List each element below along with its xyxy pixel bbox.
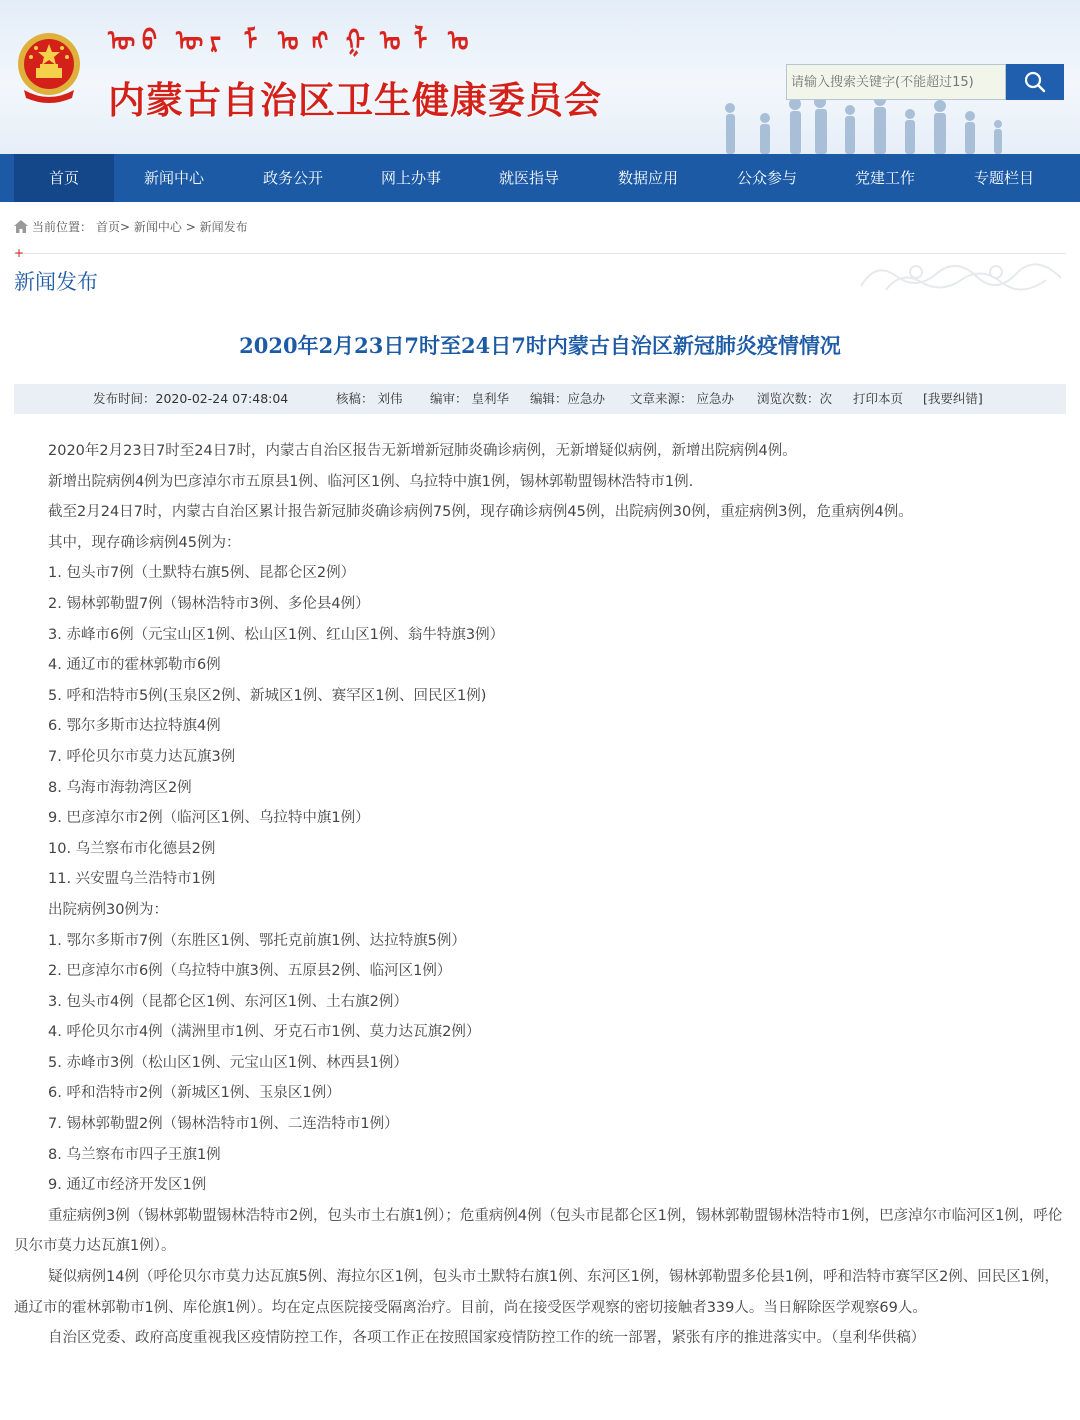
nav-item-public-participation[interactable]: 公众参与 — [736, 169, 797, 187]
mongolian-glyph: ᠯ — [414, 24, 428, 58]
list-item: 2. 巴彦淖尔市6例（乌拉特中旗3例、五原县2例、临河区1例） — [48, 963, 452, 980]
list-item: 6. 鄂尔多斯市达拉特旗4例 — [48, 718, 221, 735]
national-emblem-icon — [14, 30, 84, 106]
plus-icon: + — [14, 246, 25, 260]
list-item: 11. 兴安盟乌兰浩特市1例 — [48, 871, 216, 888]
paragraph: 2020年2月23日7时至24日7时，内蒙古自治区报告无新增新冠肺炎确诊病例，无新增疑似病例，新增出院病例4例。 — [48, 443, 797, 459]
nav-item-medical-guide[interactable]: 就医指导 — [498, 169, 559, 187]
mongolian-glyph: ᠭ — [346, 24, 365, 58]
list-item: 4. 通辽市的霍林郭勒市6例 — [48, 657, 221, 674]
nav-item-online-services[interactable]: 网上办事 — [380, 169, 441, 187]
list-item: 3. 赤峰市6例（元宝山区1例、松山区1例、红山区1例、翁牛特旗3例） — [48, 626, 505, 643]
nav-item-news-center[interactable]: 新闻中心 — [143, 169, 204, 187]
nav-item-government-affairs[interactable]: 政务公开 — [262, 169, 323, 187]
article-meta-bar — [14, 384, 1066, 414]
list-item: 1. 鄂尔多斯市7例（东胜区1例、鄂托克前旗1例、达拉特旗5例） — [48, 932, 466, 949]
paragraph: 疑似病例14例（呼伦贝尔市莫力达瓦旗5例、海拉尔区1例，包头市土默特右旗1例、东河区1例，锡林郭勒盟多伦县1例，呼和浩特市赛罕区2例、回民区1例，通辽市的霍林郭勒市1例、库伦旗1例）。均在定点医院接受隔离治疗。目前，尚在接受医学观察的密切接触者339人。当日解除医学观察69人。 — [14, 1269, 1060, 1316]
list-item: 10. 乌兰察布市化德县2例 — [48, 840, 216, 857]
breadcrumb — [14, 218, 248, 235]
nav-item-home[interactable]: 首页 — [14, 154, 114, 202]
article-source: 文章来源： 应急办 — [630, 391, 734, 406]
publish-time: 发布时间：2020-02-24 07:48:04 — [93, 391, 289, 406]
mongolian-glyph: ᠮ — [244, 24, 258, 58]
list-item: 3. 包头市4例（昆都仑区1例、东河区1例、土右旗2例） — [48, 993, 408, 1010]
list-item: 1. 包头市7例（土默特右旗5例、昆都仑区2例） — [48, 565, 356, 582]
mongolian-glyph: ᠷ — [210, 24, 221, 58]
mongolian-glyph: ᠦ — [176, 24, 204, 58]
breadcrumb-prefix: 当前位置： — [32, 220, 93, 234]
editor: 编审： 皇利华 — [430, 391, 509, 406]
search-button[interactable] — [1006, 64, 1064, 100]
home-icon — [14, 220, 28, 233]
people-silhouette-decoration — [720, 94, 1020, 154]
article-body — [14, 436, 1066, 1354]
compiler: 编辑：应急办 — [530, 391, 606, 406]
list-item: 5. 赤峰市3例（松山区1例、元宝山区1例、林西县1例） — [48, 1054, 408, 1071]
list-item: 6. 呼和浩特市2例（新城区1例、玉泉区1例） — [48, 1085, 341, 1102]
list-item: 8. 乌兰察布市四子王旗1例 — [48, 1146, 221, 1163]
article-title: 2020年2月23日7时至24日7时内蒙古自治区新冠肺炎疫情情况 — [239, 333, 841, 358]
list-item: 7. 锡林郭勒盟2例（锡林浩特市1例、二连浩特市1例） — [48, 1116, 399, 1133]
list-item: 8. 乌海市海勃湾区2例 — [48, 779, 192, 796]
print-page-link[interactable]: 打印本页 — [853, 391, 904, 406]
mongolian-glyph: ᠣ — [380, 24, 401, 58]
report-error-link[interactable]: [我要纠错] — [923, 391, 983, 406]
nav-item-party-building[interactable]: 党建工作 — [854, 169, 915, 187]
decorative-pattern — [856, 256, 1066, 294]
list-item: 7. 呼伦贝尔市莫力达瓦旗3例 — [48, 748, 236, 765]
main-navigation — [0, 154, 1080, 202]
view-count: 浏览次数：次 — [757, 391, 833, 406]
list-item: 5. 呼和浩特市5例(玉泉区2例、新城区1例、赛罕区1例、回民区1例) — [48, 687, 487, 704]
list-item: 4. 呼伦贝尔市4例（满洲里市1例、牙克石市1例、莫力达瓦旗2例） — [48, 1024, 481, 1041]
paragraph: 重症病例3例（锡林郭勒盟锡林浩特市2例，包头市土右旗1例）；危重病例4例（包头市昆都仑区1例，锡林郭勒盟锡林浩特市1例，巴彦淖尔市临河区1例，呼伦贝尔市莫力达瓦旗1例）。 — [14, 1207, 1063, 1255]
divider — [14, 253, 1066, 254]
site-title[interactable]: 内蒙古自治区卫生健康委员会 — [108, 79, 602, 122]
mongolian-glyph: ᠦ — [108, 24, 136, 58]
mongolian-glyph: ᠪ — [142, 24, 157, 58]
search-icon — [1023, 70, 1047, 94]
nav-item-data-application[interactable]: 数据应用 — [617, 169, 678, 187]
mongolian-glyph: ᠤ — [448, 24, 469, 58]
site-header — [0, 0, 1080, 154]
paragraph: 新增出院病例4例为巴彦淖尔市五原县1例、临河区1例、乌拉特中旗1例，锡林郭勒盟锡林浩特市1例. — [48, 473, 694, 490]
search-input[interactable] — [786, 64, 1006, 100]
breadcrumb-path[interactable]: 首页> 新闻中心 > 新闻发布 — [96, 220, 248, 234]
list-item: 2. 锡林郭勒盟7例（锡林浩特市3例、多伦县4例） — [48, 595, 370, 612]
list-item: 9. 通辽市经济开发区1例 — [48, 1177, 207, 1194]
paragraph: 自治区党委、政府高度重视我区疫情防控工作，各项工作正在按照国家疫情防控工作的统一部署，紧张有序的推进落实中。（皇利华供稿） — [48, 1330, 926, 1347]
section-title: 新闻发布 — [14, 270, 98, 294]
mongolian-script-title — [108, 24, 469, 60]
paragraph: 其中，现存确诊病例45例为： — [48, 534, 241, 551]
paragraph: 截至2月24日7时，内蒙古自治区累计报告新冠肺炎确诊病例75例，现存确诊病例45例，出院病例30例，重症病例3例，危重病例4例。 — [48, 504, 913, 521]
reviewer: 核稿： 刘伟 — [336, 391, 403, 406]
paragraph: 出院病例30例为： — [48, 901, 168, 918]
list-item: 9. 巴彦淖尔市2例（临河区1例、乌拉特中旗1例） — [48, 810, 370, 827]
mongolian-glyph: ᠣ — [278, 24, 299, 58]
mongolian-glyph: ᠩ — [312, 24, 329, 58]
nav-item-special-topics[interactable]: 专题栏目 — [973, 169, 1034, 187]
